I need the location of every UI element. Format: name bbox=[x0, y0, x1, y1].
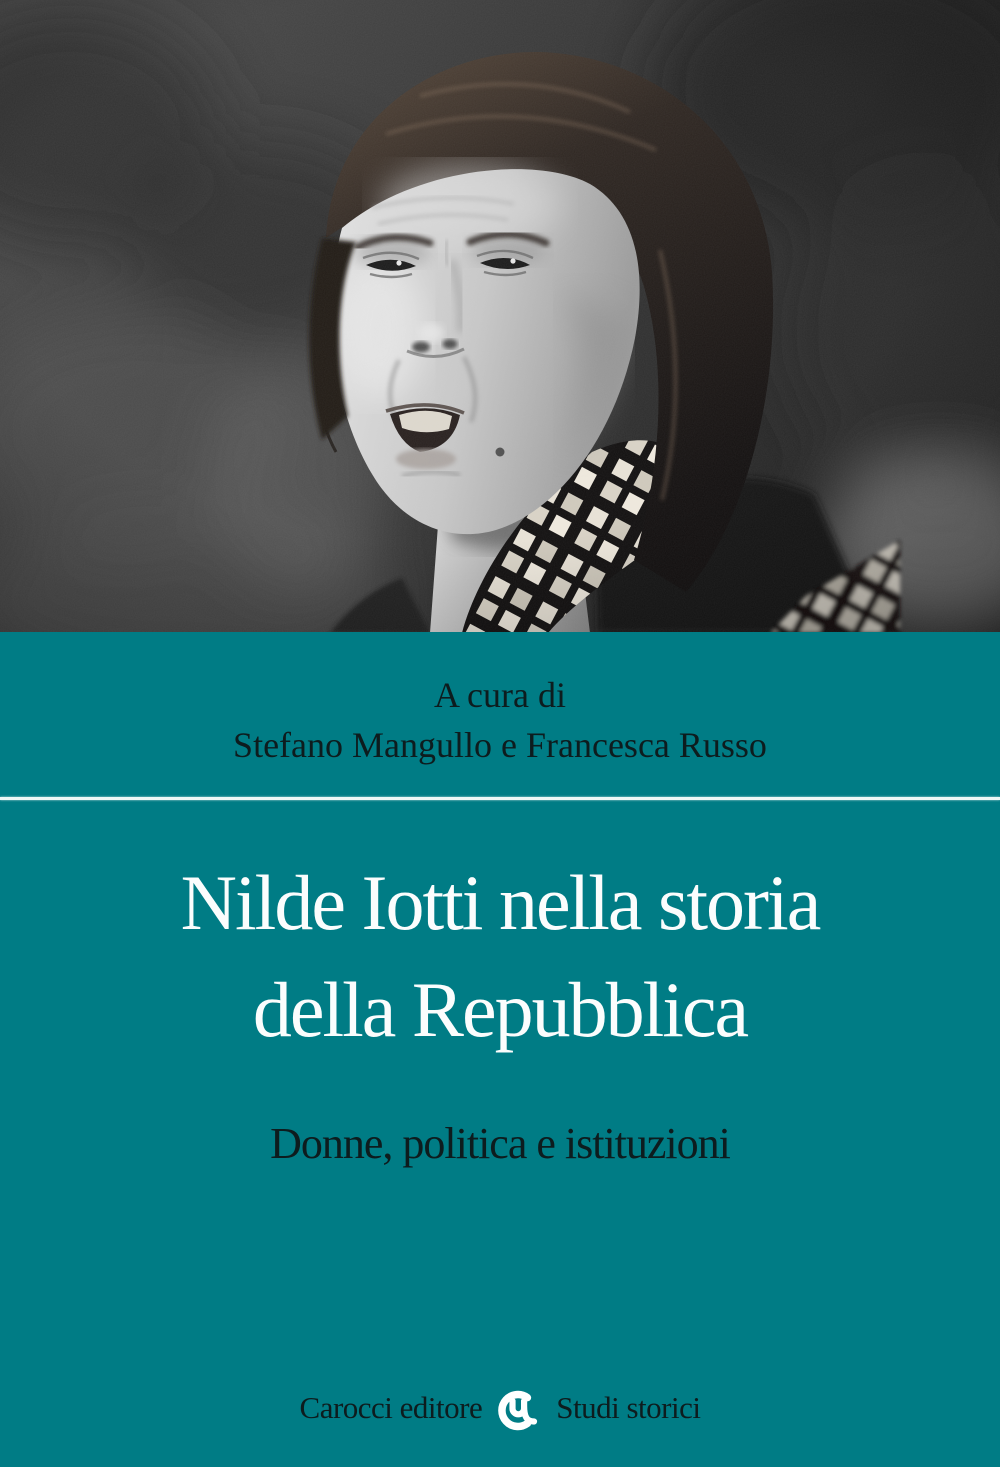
series-name: Studi storici bbox=[556, 1390, 701, 1425]
divider-rule bbox=[0, 797, 1000, 800]
editors-names: Stefano Mangullo e Francesca Russo bbox=[233, 725, 767, 765]
carocci-at-icon bbox=[497, 1386, 541, 1440]
book-title bbox=[0, 849, 1000, 1063]
editors-prefix: A cura di bbox=[434, 675, 566, 715]
portrait-photo bbox=[0, 0, 1000, 633]
portrait-photo-art bbox=[0, 0, 1000, 633]
editors-block bbox=[0, 670, 1000, 770]
book-subtitle: Donne, politica e istituzioni bbox=[270, 1119, 730, 1168]
title-line-2: della Repubblica bbox=[252, 966, 748, 1053]
publisher-row bbox=[0, 1376, 1000, 1440]
publisher-name: Carocci editore bbox=[299, 1390, 483, 1425]
title-line-1: Nilde Iotti nella storia bbox=[180, 859, 820, 946]
